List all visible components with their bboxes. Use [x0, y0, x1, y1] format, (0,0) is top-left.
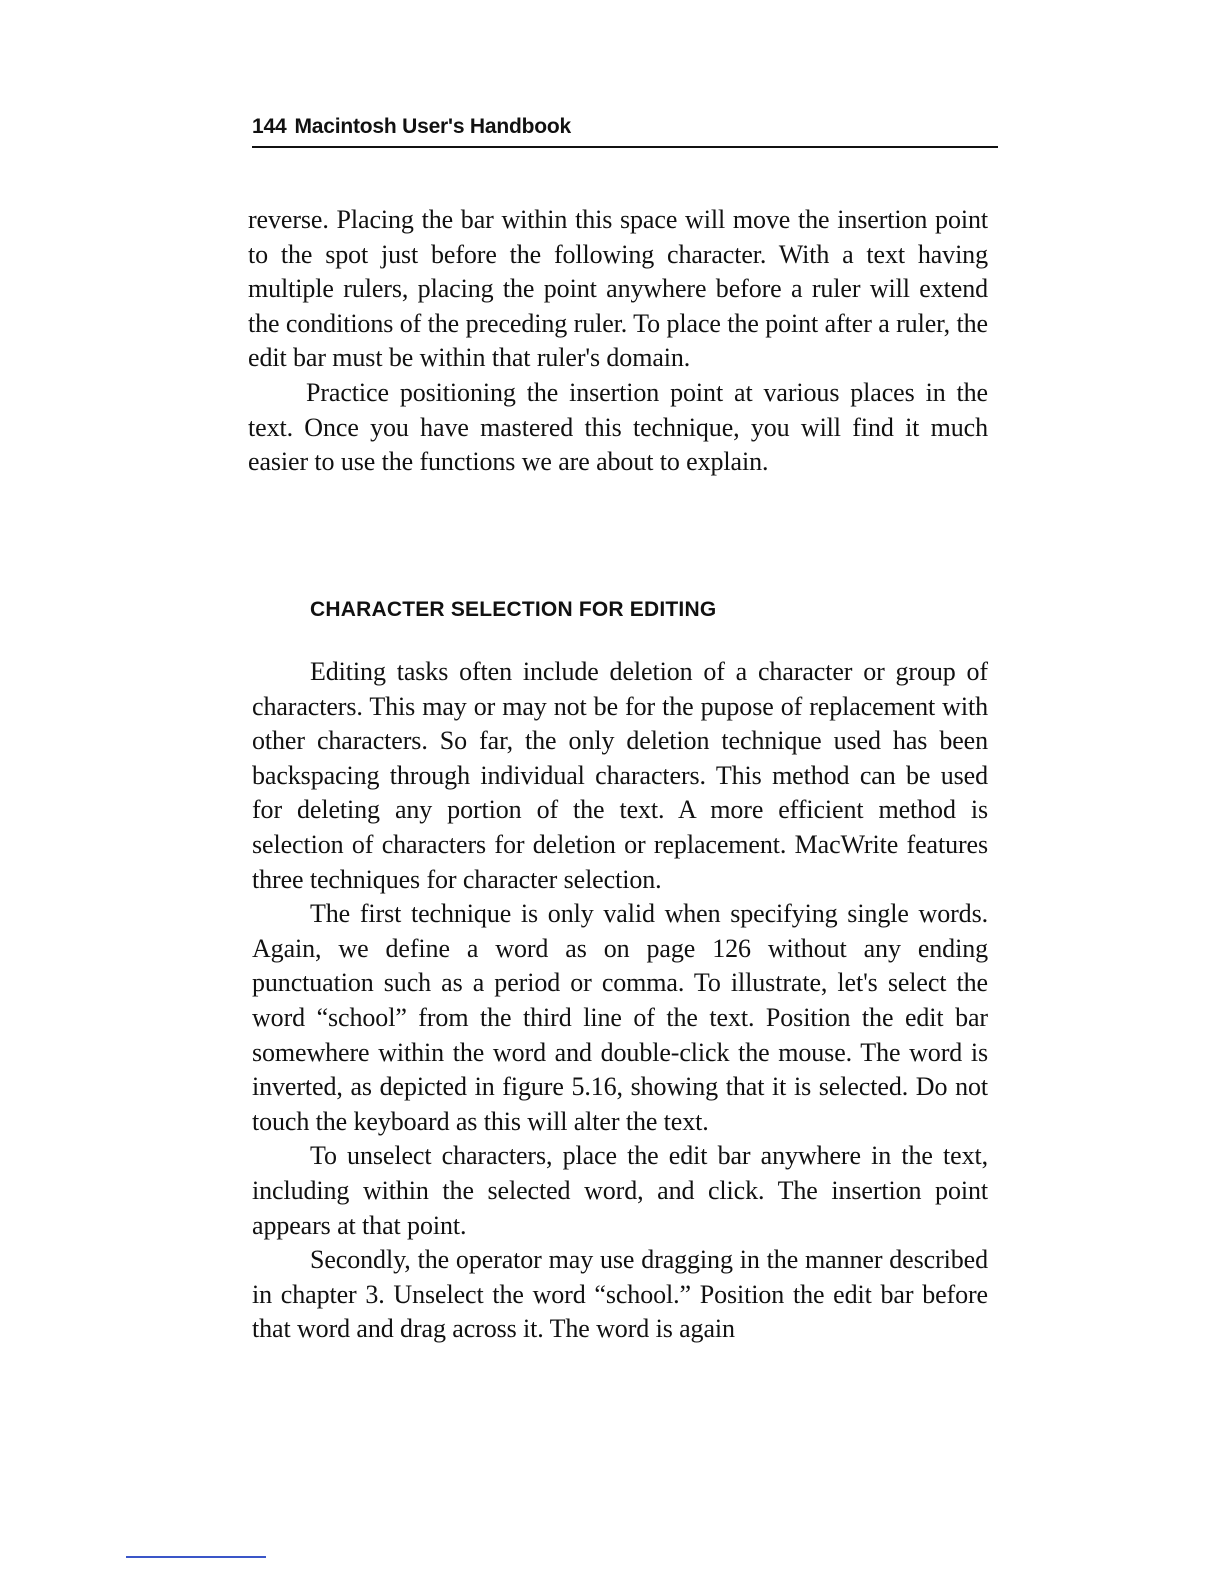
paragraph-practice: Practice positioning the insertion point at various places in the text. Once you have mastered this technique, you will find it much easier to use the functions we are about to explain.: [248, 377, 988, 477]
continued-text-block: [248, 203, 988, 480]
paragraph-unselect: To unselect characters, place the edit bar anywhere in the text, including within the selected word, and click. The insertion point appears at that point.: [252, 1141, 988, 1240]
paragraph-first-technique: The first technique is only valid when specifying single words. Again, we define a word as on page 126 without any ending punctuation such as a period or comma. To illustrate, let's select the word “school” from the third line of the text. Position the edit bar somewhere within the word and double-click the mouse. The word is inverted, as depicted in figure 5.16, showing that it is selected. Do not touch the keyboard as this will alter the text.: [252, 899, 988, 1136]
running-head: [252, 112, 998, 148]
paragraph-secondly: Secondly, the operator may use dragging in the manner described in chapter 3. Unselect the word “school.” Position the edit bar before that word and drag across it. The word is again: [252, 1245, 988, 1344]
paragraph-editing-tasks: Editing tasks often include deletion of a character or group of characters. This may or may not be for the pupose of replacement with other characters. So far, the only deletion technique used has been backspacing through individual characters. This method can be used for deleting any portion of the text. A more efficient method is selection of characters for deletion or replacement. MacWrite features three techniques for character selection.: [252, 657, 988, 894]
section-text-block: [252, 655, 988, 1347]
book-title: Macintosh User's Handbook: [294, 115, 571, 138]
paragraph-continued: reverse. Placing the bar within this space will move the insertion point to the spot just before the following character. With a text having multiple rulers, placing the point anywhere before a ruler will extend the conditions of the preceding ruler. To place the point after a ruler, the edit bar must be within that ruler's domain.: [248, 205, 988, 373]
page-number: 144: [252, 115, 287, 138]
footer-rule: [126, 1556, 266, 1558]
section-heading: CHARACTER SELECTION FOR EDITING: [310, 598, 717, 621]
